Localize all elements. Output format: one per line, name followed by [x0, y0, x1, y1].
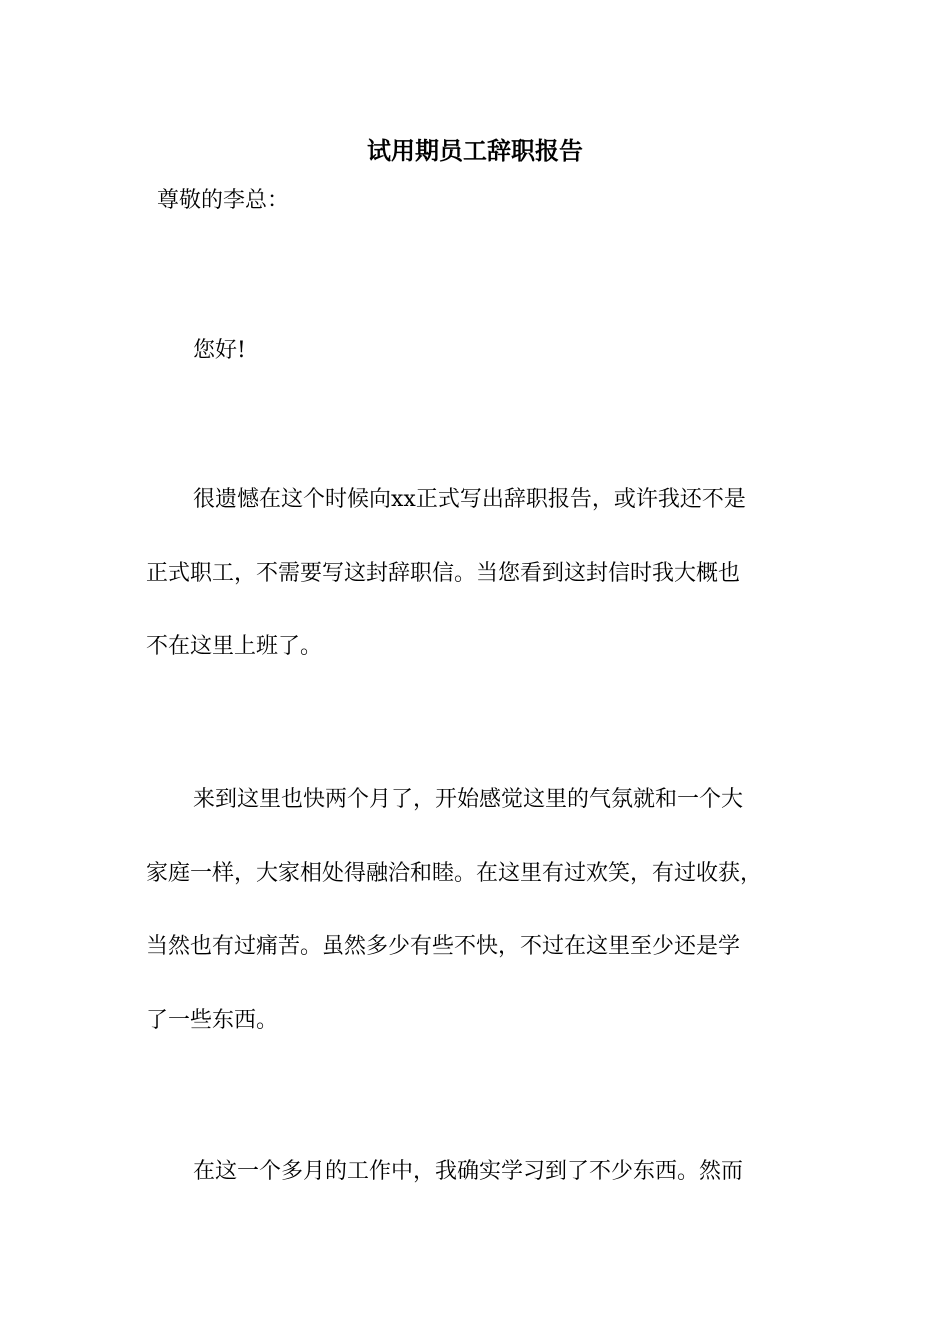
paragraph-line: 在这一个多月的工作中，我确实学习到了不少东西。然而: [193, 1159, 744, 1184]
paragraph-line: 家庭一样，大家相处得融洽和睦。在这里有过欢笑，有过收获，: [146, 860, 763, 886]
paragraph-line: 当然也有过痛苦。虽然多少有些不快，不过在这里至少还是学: [146, 934, 741, 959]
paragraph-3: [146, 1135, 836, 1209]
paragraph-2: [146, 763, 836, 1057]
paragraph-line: 了一些东西。: [146, 1007, 279, 1033]
paragraph-1: [146, 463, 836, 684]
paragraph-line: 来到这里也快两个月了，开始感觉这里的气氛就和一个大: [193, 787, 744, 812]
salutation: 尊敬的李总：: [157, 188, 290, 213]
greeting: 您好!: [193, 338, 246, 363]
paragraph-line: 很遗憾在这个时候向xx正式写出辞职报告，或许我还不是: [193, 487, 746, 512]
paragraph-line: 不在这里上班了。: [146, 634, 323, 659]
document-title: 试用期员工辞职报告: [367, 137, 583, 165]
paragraph-line: 正式职工，不需要写这封辞职信。当您看到这封信时我大概也: [146, 560, 741, 586]
